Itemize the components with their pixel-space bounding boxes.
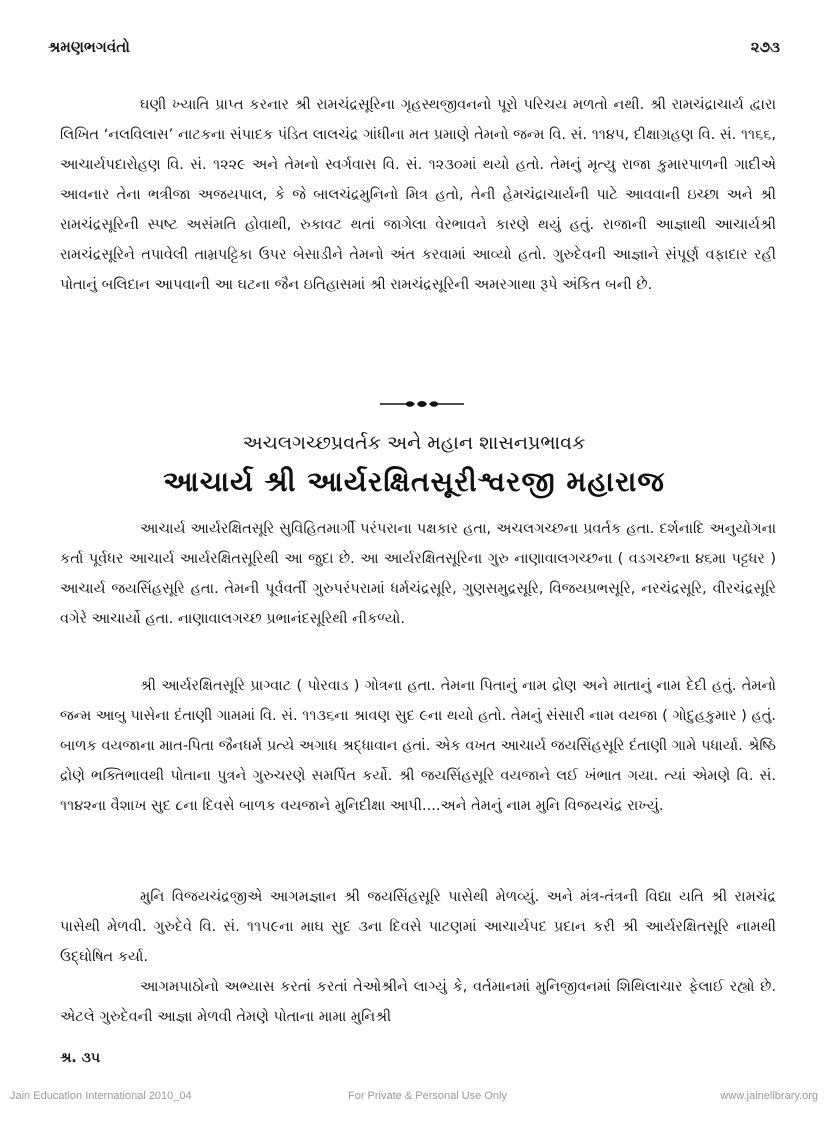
section-subtitle: અચલગચ્છપ્રવર્તક અને મહાન શાસનપ્રભાવક [242,432,586,454]
footer-website-link[interactable]: www.jainelibrary.org [720,1090,818,1102]
paragraph-text: શ્રી આર્યરક્ષિતસૂરિ પ્રાગ્વાટ ( પોરવાડ ) ગોત્રના હતા. તેમના પિતાનું નામ દ્રોણ અને માતાનું નામ દેદી હતું. તેમનો જન્મ આબુ પાસેના દંતાણી ગામમાં વિ. સં. ૧૧૩૬ના શ્રાવણ સુદ ૯ના થયો હતો. તેમનું સંસારી નામ વયજા ( ગોદુહકુમાર ) હતું. બાળક વયજાના માત-પિતા જૈનધર્મ પ્રત્યે અગાધ શ્રદ્ધાવાન હતાં. એક વખત આચાર્ય જયસિંહસૂરિ દંતાણી ગામે પધાર્યા. શ્રેષ્ઠિ દ્રોણે ભક્તિભાવથી પોતાના પુત્રને ગુરુચરણે સમર્પિત કર્યો. શ્રી જયસિંહસૂરિ વયજાને લઈ ખંભાત ગયા. ત્યાં એમણે વિ. સં. ૧૧૪૨ના વૈશાખ સુદ ૮ના દિવસે બાળક વયજાને મુનિદીક્ષા આપી....અને તેમનું નામ મુનિ વિજયચંદ્ર રાખ્યું. [60,678,776,814]
section-title: આચાર્ય શ્રી આર્યરક્ષિતસૂરીશ્વરજી મહારાજ [163,465,665,498]
footer-publisher: Jain Education International 2010_04 [10,1090,192,1102]
paragraph-acharya-pad [60,882,776,972]
paragraph-introduction [60,514,776,634]
paragraph-text: આગમપાઠોનો અભ્યાસ કરતાં કરતાં તેઓશ્રીને લાગ્યું કે, વર્તમાનમાં મુનિજીવનમાં શિથિલાચાર ફેલાઈ રહ્યો છે. એટલે ગુરુદેવની આજ્ઞા મેળવી તેમણે પોતાના મામા મુનિશ્રી [60,979,776,1025]
footer-usage-note: For Private & Personal Use Only [348,1090,507,1102]
paragraph-text: આચાર્ય આર્યરક્ષિતસૂરિ સુવિહિતમાર્ગી પરંપરાના પક્ષકાર હતા, અચલગચ્છના પ્રવર્તક હતા. દર્શનાદિ અનુયોગના કર્તા પૂર્વધર આચાર્ય આર્યરક્ષિતસૂરિથી આ જુદા છે. આ આર્યરક્ષિતસૂરિના ગુરુ નાણાવાલગચ્છના ( વડગચ્છના ૪૬મા પટ્ટધર ) આચાર્ય જયસિંહસૂરિ હતા. તેમની પૂર્વવર્તી ગુરુપરંપરામાં ધર્મચંદ્રસૂરિ, ગુણસમુદ્રસૂરિ, વિજયપ્રભસૂરિ, નરચંદ્રસૂરિ, વીરચંદ્રસૂરિ વગેરે આચાર્યો હતા. નાણાવાલગચ્છ પ્રભાનંદસૂરિથી નીકળ્યો. [60,521,776,627]
signature-mark: શ્ર. ૩૫ [60,1050,101,1066]
paragraph-birth-diksha [60,671,776,821]
running-title: શ્રમણભગવંતો [48,38,130,56]
paragraph-text: ઘણી ખ્યાતિ પ્રાપ્ત કરનાર શ્રી રામચંદ્રસૂરિના ગૃહસ્થજીવનનો પૂરો પરિચય મળતો નથી. શ્રી રામચંદ્રાચાર્ય દ્વારા લિખિત ‘નલવિલાસ’ નાટકના સંપાદક પંડિત લાલચંદ્ર ગાંધીના મત પ્રમાણે તેમનો જન્મ વિ. સં. ૧૧૪૫, દીક્ષાગ્રહણ વિ. સં. ૧૧૬૬, આચાર્યપદારોહણ વિ. સં. ૧૨૨૯ અને તેમનો સ્વર્ગવાસ વિ. સં. ૧૨૩૦માં થયો હતો. તેમનું મૃત્યુ રાજા કુમારપાળની ગાદીએ આવનાર તેના ભત્રીજા અજયપાલ, કે જે બાલચંદ્રમુનિનો મિત્ર હતો, તેની હેમચંદ્રાચાર્યની પાટે આવવાની ઇચ્છા અને શ્રી રામચંદ્રસૂરિની સ્પષ્ટ અસંમતિ હોવાથી, રુકાવટ થતાં જાગેલા વેરભાવને કારણે થયું હતું. રાજાની આજ્ઞાથી આચાર્યશ્રી રામચંદ્રસૂરિને તપાવેલી તામ્રપટ્ટિકા ઉપર બેસાડીને તેમનો અંત કરવામાં આવ્યો હતો. ગુરુદેવની આજ્ઞાને સંપૂર્ણ વફાદાર રહી પોતાનું બલિદાન આપવાની આ ઘટના જૈન ઇતિહાસમાં શ્રી રામચંદ્રસૂરિની અમરગાથા રૂપે અંકિત બની છે. [60,97,776,293]
ornamental-divider-icon [380,400,464,408]
paragraph-shithilachar [60,972,776,1032]
page-number: ૨૭૩ [750,38,780,56]
paragraph-text: મુનિ વિજયચંદ્રજીએ આગમજ્ઞાન શ્રી જયસિંહસૂરિ પાસેથી મેળવ્યું. અને મંત્ર-તંત્રની વિદ્યા યતિ શ્રી રામચંદ્ર પાસેથી મેળવી. ગુરુદેવે વિ. સં. ૧૧૫૯ના માઘ સુદ ૩ના દિવસે પાટણમાં આચાર્યપદ પ્રદાન કરી શ્રી આર્યરક્ષિતસૂરિ નામથી ઉદ્ઘોષિત કર્યા. [60,889,776,965]
paragraph-ramchandrasuri [60,90,776,300]
